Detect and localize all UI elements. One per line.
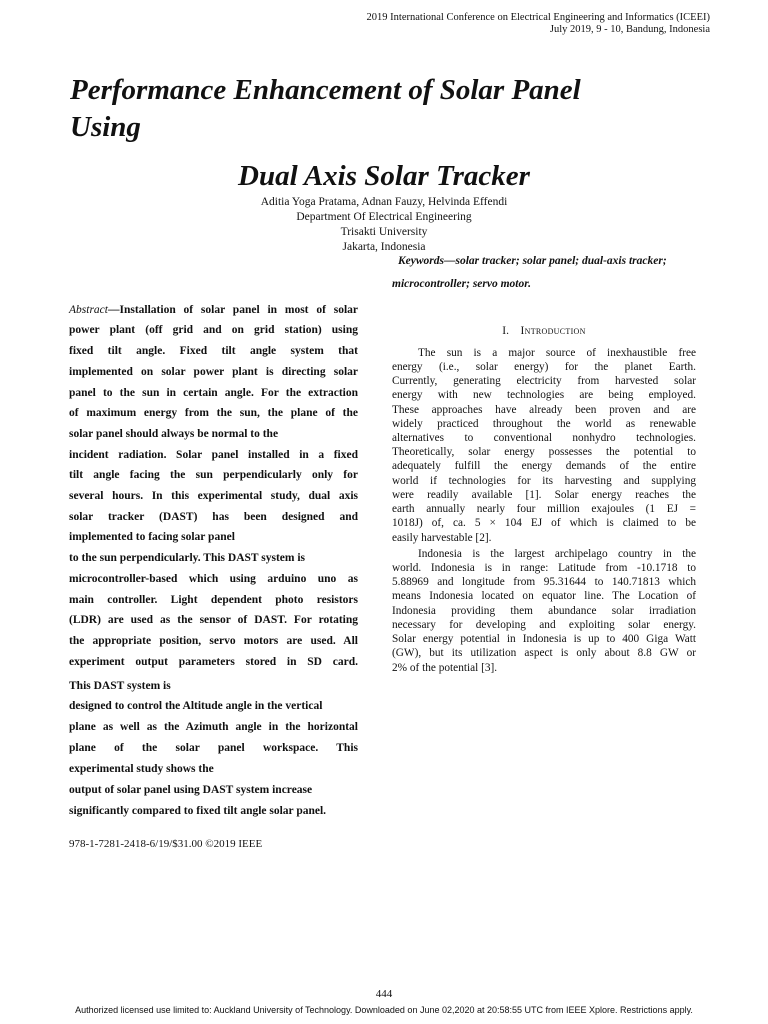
intro-line: world. Indonesia is in range: Latitude from -10.1718 to bbox=[392, 562, 696, 574]
abstract-line: the appropriate position, servo motors are used. All bbox=[69, 635, 358, 647]
abstract-line: power plant (off grid and on grid station) using bbox=[69, 324, 358, 336]
abstract-line: experimental study shows the bbox=[69, 763, 214, 775]
abstract-line: significantly compared to fixed tilt angle solar panel. bbox=[69, 805, 327, 817]
paper-title-line-2: Using bbox=[70, 111, 141, 143]
abstract-line: microcontroller-based which using arduino uno as bbox=[69, 573, 358, 585]
intro-line: adequately fulfill the energy demands of the entire bbox=[392, 460, 696, 472]
abstract-line: incident radiation. Solar panel installed in a fixed bbox=[69, 449, 358, 461]
abstract-line: panel to the sun in certain angle. For the extraction bbox=[69, 387, 358, 399]
paper-subtitle: Dual Axis Solar Tracker bbox=[238, 160, 530, 192]
intro-line: These approaches have already been proven and are bbox=[392, 404, 696, 416]
abstract-line: output of solar panel using DAST system increase bbox=[69, 784, 313, 796]
author-names: Aditia Yoga Pratama, Adnan Fauzy, Helvinda Effendi bbox=[260, 196, 508, 208]
abstract-line: to the sun perpendicularly. This DAST system is bbox=[69, 552, 306, 564]
intro-line: alternatives to conventional nonhydro technologies. bbox=[392, 432, 696, 444]
intro-line: 1018J) of, ca. 5 × 104 EJ of which is claimed to be bbox=[392, 517, 696, 529]
intro-line: The sun is a major source of inexhaustible free bbox=[418, 347, 696, 359]
intro-line: Indonesia providing them abundance solar irradiation bbox=[392, 605, 696, 617]
paper-title-line-1: Performance Enhancement of Solar Panel bbox=[70, 74, 581, 106]
keywords-line-1: Keywords—solar tracker; solar panel; dual-axis tracker; bbox=[398, 255, 667, 267]
abstract-line: implemented on solar power plant is directing solar bbox=[69, 366, 358, 378]
keywords-line-2: microcontroller; servo motor. bbox=[392, 278, 531, 290]
abstract-line: plane of the solar panel workspace. This bbox=[69, 742, 358, 754]
abstract-line: tilt angle facing the sun perpendicularly only for bbox=[69, 469, 358, 481]
page-number: 444 bbox=[375, 988, 393, 1000]
abstract-line: plane as well as the Azimuth angle in the horizontal bbox=[69, 721, 358, 733]
abstract-line: designed to control the Altitude angle in the vertical bbox=[69, 700, 323, 712]
intro-line: Theoretically, solar energy possesses the potential to bbox=[392, 446, 696, 458]
intro-line: Currently, generating electricity from harvested solar bbox=[392, 375, 696, 387]
intro-line: (GW), but its utilization aspect is only about 8.8 GW or bbox=[392, 647, 696, 659]
author-department: Department Of Electrical Engineering bbox=[296, 211, 472, 223]
intro-line: energy (i.e., solar energy) for the planet Earth. bbox=[392, 361, 696, 373]
intro-line: were readily available [1]. Solar energy reaches the bbox=[392, 489, 696, 501]
abstract-line: implemented to facing solar panel bbox=[69, 531, 235, 543]
conference-date: July 2019, 9 - 10, Bandung, Indonesia bbox=[549, 24, 710, 35]
abstract-line: solar panel should always be normal to the bbox=[69, 428, 279, 440]
intro-line: necessary for developing and exploiting solar energy. bbox=[392, 619, 696, 631]
abstract-line: of maximum energy from the sun, the plane of the bbox=[69, 407, 358, 419]
author-university: Trisakti University bbox=[340, 226, 428, 238]
section-heading bbox=[392, 325, 696, 337]
section-title: Introduction bbox=[520, 325, 586, 337]
intro-line: 5.88969 and longitude from 95.31644 to 140.71813 which bbox=[392, 576, 696, 588]
intro-line: world if technologies for its harvesting and supplying bbox=[392, 475, 696, 487]
intro-line: energy with new technologies are being employed. bbox=[392, 389, 696, 401]
author-location: Jakarta, Indonesia bbox=[342, 241, 426, 253]
license-footer: Authorized licensed use limited to: Auckland University of Technology. Downloaded on June 02,2020 at 20:58:55 UTC from IEEE Xplore. Restrictions apply. bbox=[75, 1005, 693, 1015]
intro-line: 2% of the potential [3]. bbox=[392, 662, 498, 674]
intro-line: widely practiced throughout the world as renewable bbox=[392, 418, 696, 430]
abstract-label: Abstract bbox=[69, 304, 108, 316]
intro-line: earth annually nearly four million exajoules (1 EJ = bbox=[392, 503, 696, 515]
abstract-line: This DAST system is bbox=[69, 680, 171, 692]
abstract-line: main controller. Light dependent photo resistors bbox=[69, 594, 358, 606]
abstract-line: several hours. In this experimental study, dual axis bbox=[69, 490, 358, 502]
intro-line: Indonesia is the largest archipelago country in the bbox=[418, 548, 696, 560]
copyright-notice: 978-1-7281-2418-6/19/$31.00 ©2019 IEEE bbox=[69, 838, 263, 850]
intro-line: Solar energy potential in Indonesia is up to 400 Giga Watt bbox=[392, 633, 696, 645]
abstract-line: Abstract—Installation of solar panel in most of solar bbox=[69, 304, 358, 316]
intro-line: easily harvestable [2]. bbox=[392, 532, 492, 544]
abstract-line: experiment output parameters stored in SD card. bbox=[69, 656, 358, 668]
section-number: I. bbox=[502, 325, 509, 337]
abstract-line: (LDR) are used as the sensor of DAST. For rotating bbox=[69, 614, 358, 626]
abstract-line: solar tracker (DAST) has been designed and bbox=[69, 511, 358, 523]
intro-line: means Indonesia located on equator line. The Location of bbox=[392, 590, 696, 602]
conference-name: 2019 International Conference on Electrical Engineering and Informatics (ICEEI) bbox=[366, 12, 710, 23]
abstract-line: fixed tilt angle. Fixed tilt angle system that bbox=[69, 345, 358, 357]
